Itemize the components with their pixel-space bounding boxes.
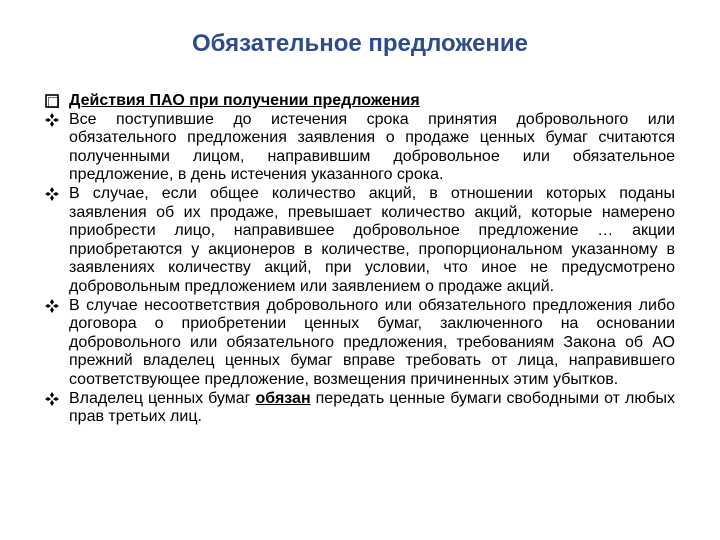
bullet-emphasis: обязан <box>255 389 311 407</box>
slide-title: Обязательное предложение <box>191 30 529 57</box>
checkbox-square-icon <box>43 92 61 110</box>
bullet-text: В случае несоответствия добровольного или обязательного предложения либо договора о приобретении ценных бумаг, заключенного на основании добровольного или обязательного предложения, требованиям Закона об АО прежний владелец ценных бумаг вправе требовать от лица, направившего соответствующее предложение, возмещения причиненных этим убытков. <box>69 296 675 388</box>
section-heading: Действия ПАО при получении предложения <box>69 92 420 109</box>
four-diamond-icon <box>43 111 61 129</box>
four-diamond-icon <box>43 390 61 408</box>
bullet-text: Все поступившие до истечения срока принятия добровольного или обязательного предложения заявления о продаже ценных бумаг считаются полученными лицом, направившим добровольное или обязательное предложение, в день истечения указанного срока. <box>69 110 675 184</box>
heading-item <box>43 92 675 111</box>
bullet-text-after: передать ценные бумаги свободными от любых прав третьих лиц. <box>69 389 675 426</box>
bullet-text: В случае, если общее количество акций, в отношении которых поданы заявления об их продаже, превышает количество акций, которые намерено приобрести лицо, направившее добровольное предложение … акции приобретаются у акционеров в количестве, пропорциональном указанному в заявлениях количеству акций, при условии, что иное не предусмотрено добровольным предложением или заявлением о продаже акций. <box>69 184 675 295</box>
four-diamond-icon <box>43 185 61 203</box>
bullet-item <box>43 185 675 297</box>
four-diamond-icon <box>43 297 61 315</box>
bullet-text-before: Владелец ценных бумаг <box>69 389 251 407</box>
slide-content <box>43 92 675 427</box>
bullet-item <box>43 111 675 185</box>
bullet-item <box>43 297 675 390</box>
bullet-item <box>43 390 675 427</box>
